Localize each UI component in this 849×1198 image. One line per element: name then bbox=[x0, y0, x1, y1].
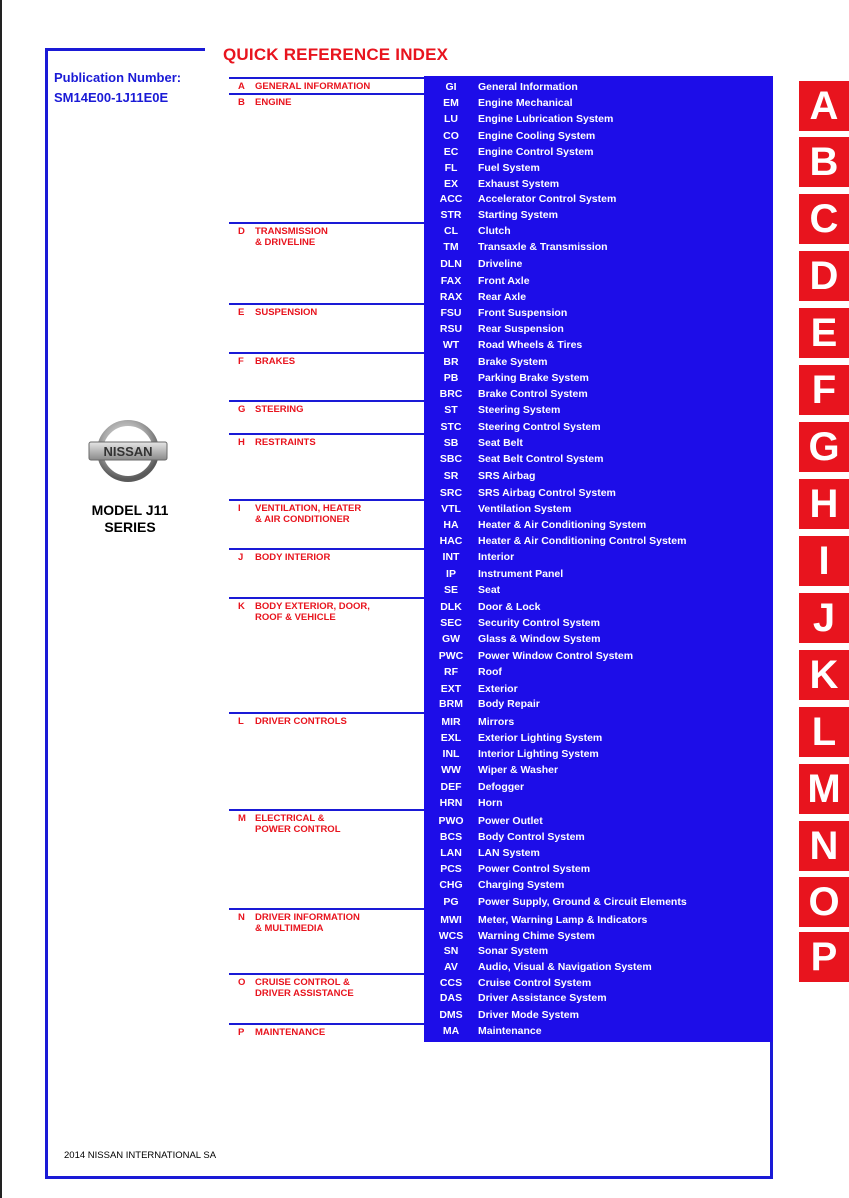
index-code: VTL bbox=[441, 503, 461, 515]
section-name: BODY EXTERIOR, DOOR, bbox=[255, 601, 370, 612]
section-label-a[interactable] bbox=[238, 81, 370, 92]
index-code: SE bbox=[443, 584, 458, 596]
index-code: FL bbox=[444, 162, 458, 174]
index-row-gw[interactable] bbox=[424, 631, 773, 647]
index-name: Front Suspension bbox=[478, 307, 568, 319]
section-name-line-2: POWER CONTROL bbox=[255, 824, 341, 835]
frame-top-border bbox=[45, 48, 205, 51]
copyright: 2014 NISSAN INTERNATIONAL SA bbox=[64, 1150, 217, 1161]
index-row-wt[interactable] bbox=[424, 337, 773, 353]
index-name: Exhaust System bbox=[478, 178, 560, 190]
index-code: SN bbox=[443, 945, 459, 957]
section-letter: O bbox=[238, 977, 246, 988]
index-code: LAN bbox=[440, 847, 462, 859]
index-name: Fuel System bbox=[478, 162, 540, 174]
index-code: MA bbox=[442, 1025, 460, 1037]
index-name: Wiper & Washer bbox=[478, 764, 559, 776]
index-row-ma[interactable] bbox=[424, 1023, 773, 1039]
index-name: Clutch bbox=[478, 225, 511, 237]
section-label-p[interactable] bbox=[238, 1027, 325, 1038]
index-row-fl[interactable] bbox=[424, 160, 773, 176]
index-name: SRS Airbag Control System bbox=[478, 487, 616, 499]
index-row-das[interactable] bbox=[424, 990, 773, 1006]
index-code: SB bbox=[443, 437, 459, 449]
section-name-line-2: & DRIVELINE bbox=[255, 237, 316, 248]
section-name: RESTRAINTS bbox=[255, 437, 316, 448]
section-divider bbox=[229, 973, 424, 975]
index-row-dln[interactable] bbox=[424, 256, 773, 272]
section-name: SUSPENSION bbox=[255, 307, 318, 318]
letter-tab-h[interactable]: H bbox=[799, 479, 849, 529]
section-label-f[interactable] bbox=[238, 356, 295, 367]
index-row-gi[interactable] bbox=[424, 79, 773, 95]
index-row-em[interactable] bbox=[424, 95, 773, 111]
index-row-vtl[interactable] bbox=[424, 501, 773, 517]
index-code: DLK bbox=[440, 601, 462, 613]
section-label-d[interactable] bbox=[238, 226, 328, 248]
index-row-brm[interactable] bbox=[424, 696, 773, 712]
section-divider bbox=[229, 908, 424, 910]
index-code: CO bbox=[443, 130, 459, 142]
index-code: WCS bbox=[438, 930, 464, 942]
section-letter: K bbox=[238, 601, 245, 612]
index-row-lu[interactable] bbox=[424, 111, 773, 127]
page-edge bbox=[0, 0, 2, 1198]
section-letter: E bbox=[238, 307, 245, 318]
index-name: Security Control System bbox=[478, 617, 600, 629]
index-row-exl[interactable] bbox=[424, 730, 773, 746]
index-code: LU bbox=[444, 113, 458, 125]
frame-bottom-border bbox=[45, 1176, 773, 1179]
index-code: MWI bbox=[440, 914, 462, 926]
index-name: Power Control System bbox=[478, 863, 591, 875]
index-code: SRC bbox=[439, 487, 463, 499]
section-divider bbox=[229, 93, 424, 95]
frame-right-border bbox=[770, 1040, 773, 1179]
section-letter: L bbox=[238, 716, 244, 727]
index-code: WW bbox=[441, 764, 461, 776]
section-divider bbox=[229, 548, 424, 550]
section-divider bbox=[229, 712, 424, 714]
index-row-dlk[interactable] bbox=[424, 599, 773, 615]
section-name: STEERING bbox=[255, 404, 304, 415]
section-letter: A bbox=[238, 81, 245, 92]
index-row-brc[interactable] bbox=[424, 386, 773, 402]
section-label-l[interactable] bbox=[238, 716, 347, 727]
letter-tab-e[interactable]: E bbox=[799, 308, 849, 358]
letter-tab-c[interactable]: C bbox=[799, 194, 849, 244]
model-line-1: MODEL J11 bbox=[91, 502, 169, 518]
index-code: DLN bbox=[440, 258, 462, 270]
index-row-str[interactable] bbox=[424, 207, 773, 223]
index-name: Steering System bbox=[478, 404, 561, 416]
section-letter: F bbox=[238, 356, 244, 367]
section-name: BODY INTERIOR bbox=[255, 552, 331, 563]
index-name: Door & Lock bbox=[478, 601, 541, 613]
section-name-line-2: ROOF & VEHICLE bbox=[255, 612, 336, 623]
section-divider bbox=[229, 1023, 424, 1025]
index-code: CHG bbox=[439, 879, 463, 891]
index-code: PWC bbox=[438, 650, 464, 662]
section-label-g[interactable] bbox=[238, 404, 304, 415]
index-row-def[interactable] bbox=[424, 779, 773, 795]
section-divider bbox=[229, 433, 424, 435]
publication-block bbox=[54, 68, 181, 108]
index-code: BRM bbox=[439, 698, 463, 710]
index-name: Rear Suspension bbox=[478, 323, 564, 335]
index-row-pg[interactable] bbox=[424, 894, 773, 910]
section-divider bbox=[229, 303, 424, 305]
index-name: Charging System bbox=[478, 879, 565, 891]
index-code: IP bbox=[446, 568, 456, 580]
section-name: MAINTENANCE bbox=[255, 1027, 326, 1038]
index-name: Meter, Warning Lamp & Indicators bbox=[478, 914, 648, 926]
index-name: Front Axle bbox=[478, 275, 530, 287]
section-divider bbox=[229, 352, 424, 354]
index-name: Audio, Visual & Navigation System bbox=[478, 961, 652, 973]
section-name: ENGINE bbox=[255, 97, 292, 108]
letter-tab-f[interactable]: F bbox=[799, 365, 849, 415]
section-name: BRAKES bbox=[255, 356, 296, 367]
section-name-line-2: DRIVER ASSISTANCE bbox=[255, 988, 354, 999]
nissan-logo bbox=[88, 420, 168, 482]
section-label-i[interactable] bbox=[238, 503, 361, 525]
index-name: Rear Axle bbox=[478, 291, 527, 303]
index-name: LAN System bbox=[478, 847, 540, 859]
index-name: Brake System bbox=[478, 356, 548, 368]
index-name: Road Wheels & Tires bbox=[478, 339, 583, 351]
index-code: BRC bbox=[439, 388, 463, 400]
section-label-e[interactable] bbox=[238, 307, 317, 318]
index-code: EXL bbox=[440, 732, 462, 744]
index-name: Driveline bbox=[478, 258, 523, 270]
index-code: AV bbox=[444, 961, 458, 973]
index-name: Instrument Panel bbox=[478, 568, 564, 580]
letter-tab-d[interactable]: D bbox=[799, 251, 849, 301]
index-row-bcs[interactable] bbox=[424, 829, 773, 845]
index-row-chg[interactable] bbox=[424, 877, 773, 893]
model-line-2: SERIES bbox=[104, 519, 156, 535]
index-code: FSU bbox=[440, 307, 462, 319]
index-row-se[interactable] bbox=[424, 582, 773, 598]
index-row-src[interactable] bbox=[424, 485, 773, 501]
index-row-ccs[interactable] bbox=[424, 975, 773, 991]
index-name: Driver Assistance System bbox=[478, 992, 607, 1004]
section-letter: B bbox=[238, 97, 245, 108]
index-code: RAX bbox=[439, 291, 463, 303]
letter-tab-b[interactable]: B bbox=[799, 137, 849, 187]
index-name: Sonar System bbox=[478, 945, 549, 957]
letter-tab-m[interactable]: M bbox=[799, 764, 849, 814]
index-row-inl[interactable] bbox=[424, 746, 773, 762]
index-name: Seat bbox=[478, 584, 501, 596]
index-name: Mirrors bbox=[478, 716, 515, 728]
section-divider bbox=[229, 400, 424, 402]
index-name: Starting System bbox=[478, 209, 558, 221]
index-name: Warning Chime System bbox=[478, 930, 595, 942]
frame-left-border bbox=[45, 48, 48, 1179]
index-name: Accelerator Control System bbox=[478, 193, 617, 205]
section-label-b[interactable] bbox=[238, 97, 291, 108]
index-code: ACC bbox=[439, 193, 463, 205]
index-name: Exterior bbox=[478, 683, 518, 695]
index-row-av[interactable] bbox=[424, 959, 773, 975]
section-name: VENTILATION, HEATER bbox=[255, 503, 362, 514]
index-row-sb[interactable] bbox=[424, 435, 773, 451]
letter-tab-p[interactable]: P bbox=[799, 932, 849, 982]
index-code: FAX bbox=[440, 275, 462, 287]
index-code: WT bbox=[442, 339, 460, 351]
section-letter: I bbox=[238, 503, 241, 514]
index-code: TM bbox=[443, 241, 459, 253]
index-row-fsu[interactable] bbox=[424, 305, 773, 321]
index-code: SEC bbox=[440, 617, 462, 629]
letter-tab-g[interactable]: G bbox=[799, 422, 849, 472]
index-code: CCS bbox=[439, 977, 463, 989]
index-code: BCS bbox=[439, 831, 463, 843]
index-name: Steering Control System bbox=[478, 421, 601, 433]
index-row-sn[interactable] bbox=[424, 943, 773, 959]
index-row-int[interactable] bbox=[424, 549, 773, 565]
section-letter: H bbox=[238, 437, 245, 448]
index-name: Defogger bbox=[478, 781, 525, 793]
publication-number: SM14E00-1J11E0E bbox=[54, 90, 169, 105]
index-name: Engine Mechanical bbox=[478, 97, 573, 109]
section-name: TRANSMISSION bbox=[255, 226, 328, 237]
index-code: DMS bbox=[439, 1009, 463, 1021]
index-row-pwo[interactable] bbox=[424, 813, 773, 829]
section-name: DRIVER CONTROLS bbox=[255, 716, 347, 727]
index-name: Driver Mode System bbox=[478, 1009, 579, 1021]
index-row-st[interactable] bbox=[424, 402, 773, 418]
section-name: ELECTRICAL & bbox=[255, 813, 325, 824]
index-name: Maintenance bbox=[478, 1025, 542, 1037]
index-name: Glass & Window System bbox=[478, 633, 601, 645]
index-row-ext[interactable] bbox=[424, 681, 773, 697]
index-name: Transaxle & Transmission bbox=[478, 241, 608, 253]
page-title: QUICK REFERENCE INDEX bbox=[223, 45, 449, 64]
section-letter: D bbox=[238, 226, 245, 237]
index-code: RF bbox=[444, 666, 458, 678]
letter-tab-i[interactable]: I bbox=[799, 536, 849, 586]
section-divider bbox=[229, 222, 424, 224]
index-row-dms[interactable] bbox=[424, 1007, 773, 1023]
index-name: Cruise Control System bbox=[478, 977, 592, 989]
letter-tab-k[interactable]: K bbox=[799, 650, 849, 700]
index-code: PCS bbox=[440, 863, 462, 875]
index-row-sr[interactable] bbox=[424, 468, 773, 484]
letter-tab-l[interactable]: L bbox=[799, 707, 849, 757]
section-name-line-2: & MULTIMEDIA bbox=[255, 923, 324, 934]
index-code: INT bbox=[442, 551, 460, 563]
index-row-mwi[interactable] bbox=[424, 912, 773, 928]
index-row-acc[interactable] bbox=[424, 191, 773, 207]
index-row-pb[interactable] bbox=[424, 370, 773, 386]
section-letter: N bbox=[238, 912, 245, 923]
logo-text: NISSAN bbox=[103, 444, 153, 459]
section-name: DRIVER INFORMATION bbox=[255, 912, 360, 923]
index-code: BR bbox=[443, 356, 459, 368]
index-name: Seat Belt bbox=[478, 437, 523, 449]
section-divider bbox=[229, 809, 424, 811]
index-name: Brake Control System bbox=[478, 388, 588, 400]
index-row-pcs[interactable] bbox=[424, 861, 773, 877]
index-code: HAC bbox=[439, 535, 463, 547]
letter-tab-a[interactable]: A bbox=[799, 81, 849, 131]
index-code: STR bbox=[440, 209, 462, 221]
section-label-n[interactable] bbox=[238, 912, 360, 934]
index-row-ex[interactable] bbox=[424, 176, 773, 192]
index-name: Engine Cooling System bbox=[478, 130, 596, 142]
index-row-rsu[interactable] bbox=[424, 321, 773, 337]
index-name: Power Outlet bbox=[478, 815, 543, 827]
index-name: Heater & Air Conditioning System bbox=[478, 519, 647, 531]
section-label-m[interactable] bbox=[238, 813, 341, 835]
index-name: Ventilation System bbox=[478, 503, 572, 515]
section-letter: G bbox=[238, 404, 246, 415]
section-label-o[interactable] bbox=[238, 977, 354, 999]
index-name: Parking Brake System bbox=[478, 372, 589, 384]
index-row-ww[interactable] bbox=[424, 762, 773, 778]
index-name: Body Repair bbox=[478, 698, 540, 710]
index-code: HA bbox=[443, 519, 459, 531]
section-divider bbox=[229, 77, 424, 79]
index-name: SRS Airbag bbox=[478, 470, 536, 482]
index-code: HRN bbox=[439, 797, 463, 809]
section-name: CRUISE CONTROL & bbox=[255, 977, 350, 988]
index-row-sec[interactable] bbox=[424, 615, 773, 631]
section-divider bbox=[229, 597, 424, 599]
index-code: GI bbox=[445, 81, 457, 93]
section-label-h[interactable] bbox=[238, 437, 316, 448]
index-row-br[interactable] bbox=[424, 354, 773, 370]
section-divider bbox=[229, 499, 424, 501]
index-code: DEF bbox=[440, 781, 462, 793]
index-row-rax[interactable] bbox=[424, 289, 773, 305]
index-row-lan[interactable] bbox=[424, 845, 773, 861]
index-code: RSU bbox=[439, 323, 463, 335]
index-code: EX bbox=[443, 178, 458, 190]
index-code: CL bbox=[444, 225, 458, 237]
letter-tab-o[interactable]: O bbox=[799, 877, 849, 927]
index-row-wcs[interactable] bbox=[424, 928, 773, 944]
index-row-co[interactable] bbox=[424, 128, 773, 144]
index-name: Exterior Lighting System bbox=[478, 732, 603, 744]
index-code: EXT bbox=[440, 683, 462, 695]
index-code: ST bbox=[444, 404, 458, 416]
index-code: STC bbox=[440, 421, 462, 433]
index-row-fax[interactable] bbox=[424, 273, 773, 289]
index-code: PB bbox=[443, 372, 459, 384]
index-name: Engine Control System bbox=[478, 146, 594, 158]
section-label-j[interactable] bbox=[238, 552, 330, 563]
section-name-line-2: & AIR CONDITIONER bbox=[255, 514, 350, 525]
index-code: DAS bbox=[439, 992, 463, 1004]
index-name: General Information bbox=[478, 81, 578, 93]
index-code: GW bbox=[441, 633, 461, 645]
index-row-pwc[interactable] bbox=[424, 648, 773, 664]
index-row-ip[interactable] bbox=[424, 566, 773, 582]
index-row-sbc[interactable] bbox=[424, 451, 773, 467]
index-name: Interior Lighting System bbox=[478, 748, 599, 760]
index-name: Body Control System bbox=[478, 831, 585, 843]
index-name: Power Window Control System bbox=[478, 650, 634, 662]
index-name: Horn bbox=[478, 797, 503, 809]
index-name: Seat Belt Control System bbox=[478, 453, 604, 465]
index-name: Interior bbox=[478, 551, 515, 563]
index-code: EC bbox=[443, 146, 459, 158]
index-name: Engine Lubrication System bbox=[478, 113, 614, 125]
index-row-hrn[interactable] bbox=[424, 795, 773, 811]
letter-tab-j[interactable]: J bbox=[799, 593, 849, 643]
index-row-stc[interactable] bbox=[424, 419, 773, 435]
index-row-rf[interactable] bbox=[424, 664, 773, 680]
index-code: SR bbox=[443, 470, 459, 482]
publication-label: Publication Number: bbox=[54, 70, 182, 85]
index-code: MIR bbox=[441, 716, 461, 728]
index-name: Heater & Air Conditioning Control System bbox=[478, 535, 687, 547]
letter-tab-n[interactable]: N bbox=[799, 821, 849, 871]
section-letter: P bbox=[238, 1027, 245, 1038]
index-name: Roof bbox=[478, 666, 502, 678]
section-letter: J bbox=[238, 552, 244, 563]
index-row-hac[interactable] bbox=[424, 533, 773, 549]
section-letter: M bbox=[238, 813, 246, 824]
index-code: PWO bbox=[438, 815, 464, 827]
index-code: EM bbox=[443, 97, 459, 109]
index-code: PG bbox=[443, 896, 459, 908]
index-name: Power Supply, Ground & Circuit Elements bbox=[478, 896, 687, 908]
index-row-ha[interactable] bbox=[424, 517, 773, 533]
index-code: SBC bbox=[439, 453, 463, 465]
model-title bbox=[60, 502, 200, 536]
section-name: GENERAL INFORMATION bbox=[255, 81, 371, 92]
section-label-k[interactable] bbox=[238, 601, 370, 623]
index-row-ec[interactable] bbox=[424, 144, 773, 160]
index-row-tm[interactable] bbox=[424, 239, 773, 255]
index-row-mir[interactable] bbox=[424, 714, 773, 730]
index-row-cl[interactable] bbox=[424, 223, 773, 239]
index-code: INL bbox=[442, 748, 460, 760]
